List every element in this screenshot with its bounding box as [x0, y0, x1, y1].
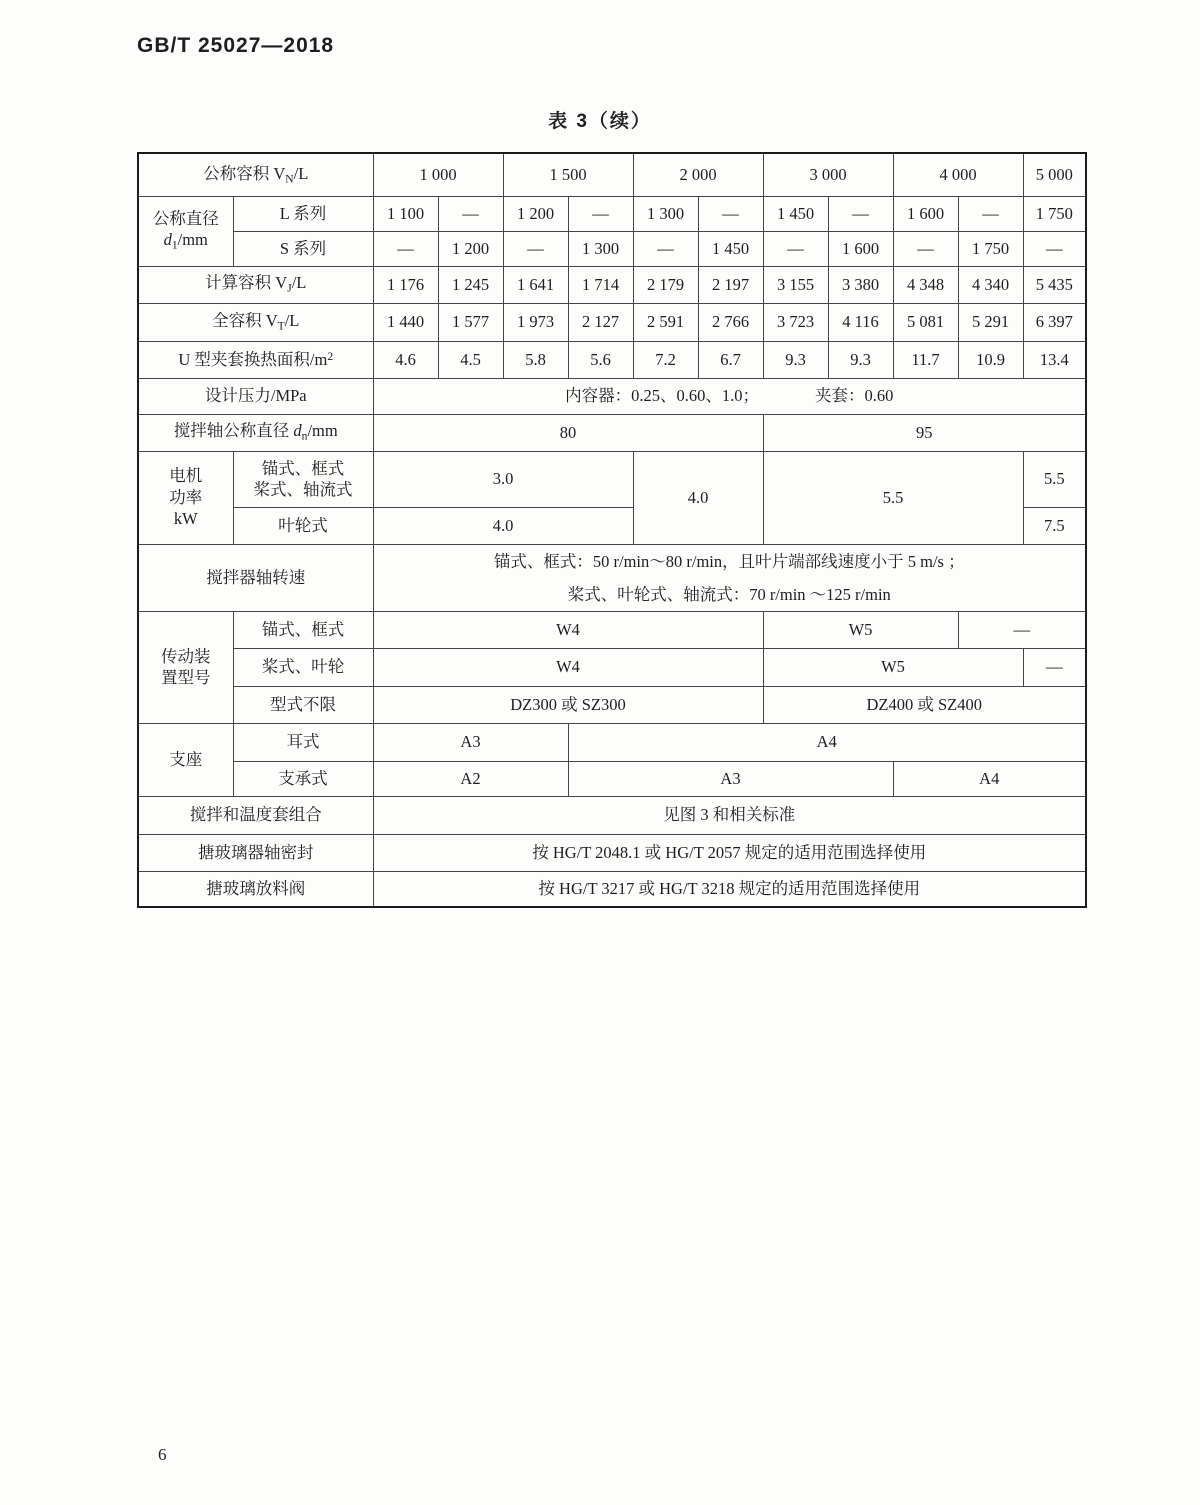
table-row	[138, 303, 1086, 341]
table-row	[138, 414, 1086, 451]
table-caption: 表 3（续）	[548, 111, 652, 132]
table-cell: 1 973	[503, 303, 568, 341]
drive-anchor-label: 锚式、框式	[233, 611, 373, 648]
row-label-vj: 计算容积 $V_J/L$	[138, 266, 373, 303]
cell-pressure	[373, 378, 1086, 414]
speed-line: 桨式、叶轮式、轴流式：70 r/min ～125 r/min	[567, 584, 891, 604]
table-3	[137, 152, 1087, 908]
cell-drive: —	[1023, 648, 1086, 686]
table-cell: 1 300	[568, 231, 633, 266]
table-cell: 9.3	[763, 341, 828, 378]
table-row	[138, 686, 1086, 723]
label-text: 锚式、框式	[261, 458, 345, 478]
drive-any-label: 型式不限	[233, 686, 373, 723]
table-cell: —	[828, 196, 893, 231]
row-label-motor-power	[138, 451, 233, 544]
drive-paddle-label: 桨式、叶轮	[233, 648, 373, 686]
table-cell: 2 591	[633, 303, 698, 341]
table-cell: 1 450	[763, 196, 828, 231]
cell-motor: 3.0	[373, 451, 633, 507]
cell-valve: 按 HG/T 3217 或 HG/T 3218 规定的适用范围选择使用	[373, 871, 1086, 907]
table-row	[138, 341, 1086, 378]
cell-motor: 5.5	[763, 451, 1023, 544]
cell-drive: W5	[763, 648, 1023, 686]
table-row	[138, 378, 1086, 414]
row-label-combo: 搅拌和温度套组合	[138, 796, 373, 834]
table-cell: 3 723	[763, 303, 828, 341]
label-text: 传动装	[161, 646, 211, 666]
table-row	[138, 231, 1086, 266]
header-dia-label	[138, 196, 233, 266]
cell-speed	[373, 544, 1086, 611]
header-volume: 2 000	[633, 153, 763, 196]
table-row	[138, 761, 1086, 796]
cell-drive: W4	[373, 648, 763, 686]
table-cell: 5.6	[568, 341, 633, 378]
cell-drive: —	[958, 611, 1086, 648]
table-cell: —	[1023, 231, 1086, 266]
motor-row1-label	[233, 451, 373, 507]
table-row	[138, 834, 1086, 871]
table-cell: —	[763, 231, 828, 266]
table-cell: 1 200	[503, 196, 568, 231]
table-cell: 1 450	[698, 231, 763, 266]
table-cell: 13.4	[1023, 341, 1086, 378]
table-row	[138, 196, 1086, 231]
table-cell: —	[698, 196, 763, 231]
table-cell: 2 127	[568, 303, 633, 341]
header-volume: 1 000	[373, 153, 503, 196]
cell-drive: W5	[763, 611, 958, 648]
table-cell: 10.9	[958, 341, 1023, 378]
support-ear-label: 耳式	[233, 723, 373, 761]
table-cell: 5.8	[503, 341, 568, 378]
table-cell: 5 081	[893, 303, 958, 341]
row-label-support: 支座	[138, 723, 233, 796]
table-cell: 5 291	[958, 303, 1023, 341]
label-sub: N	[285, 172, 294, 185]
table-cell: 2 197	[698, 266, 763, 303]
cell-shaft-dia: 95	[763, 414, 1086, 451]
table-cell: 1 300	[633, 196, 698, 231]
header-volume: 4 000	[893, 153, 1023, 196]
cell-support: A3	[373, 723, 568, 761]
doc-code: GB/T 25027—2018	[137, 34, 335, 57]
header-volume: 3 000	[763, 153, 893, 196]
table-row	[138, 153, 1086, 196]
row-label-seal: 搪玻璃器轴密封	[138, 834, 373, 871]
table-cell: —	[568, 196, 633, 231]
table-cell: 1 200	[438, 231, 503, 266]
table-row	[138, 723, 1086, 761]
table-cell: —	[893, 231, 958, 266]
table-row	[138, 648, 1086, 686]
table-row	[138, 611, 1086, 648]
cell-drive: DZ300 或 SZ300	[373, 686, 763, 723]
motor-row2-label: 叶轮式	[233, 507, 373, 544]
label-text: 电机	[169, 466, 203, 486]
table-row	[138, 796, 1086, 834]
table-cell: 1 577	[438, 303, 503, 341]
cell-shaft-dia: 80	[373, 414, 763, 451]
table-cell: 7.2	[633, 341, 698, 378]
table-cell: 1 100	[373, 196, 438, 231]
cell-seal: 按 HG/T 2048.1 或 HG/T 2057 规定的适用范围选择使用	[373, 834, 1086, 871]
table-row	[138, 451, 1086, 507]
pressure-inner: 内容器：0.25、0.60、1.0；	[565, 386, 759, 406]
table-cell: 2 179	[633, 266, 698, 303]
cell-motor: 7.5	[1023, 507, 1086, 544]
table-cell: 1 600	[828, 231, 893, 266]
label-text: 置型号	[161, 668, 211, 687]
table-cell: —	[633, 231, 698, 266]
table-cell: 1 440	[373, 303, 438, 341]
support-leg-label: 支承式	[233, 761, 373, 796]
table-cell: 1 750	[958, 231, 1023, 266]
table-cell: 1 714	[568, 266, 633, 303]
series-label: L 系列	[233, 196, 373, 231]
label-text: 公称直径	[152, 209, 219, 229]
cell-support: A4	[893, 761, 1086, 796]
row-label-speed: 搅拌器轴转速	[138, 544, 373, 611]
table-cell: 3 380	[828, 266, 893, 303]
table-cell: 2 766	[698, 303, 763, 341]
table-cell: 1 245	[438, 266, 503, 303]
table-cell: 6.7	[698, 341, 763, 378]
table-row	[138, 871, 1086, 907]
row-label-jacket-area: U 型夹套换热面积$/m^2$	[138, 341, 373, 378]
row-label-drive	[138, 611, 233, 723]
table-cell: 4 340	[958, 266, 1023, 303]
header-volume: 1 500	[503, 153, 633, 196]
table-cell: 4 116	[828, 303, 893, 341]
page-number: 6	[158, 1445, 167, 1464]
table-cell: —	[503, 231, 568, 266]
cell-support: A3	[568, 761, 893, 796]
cell-drive: W4	[373, 611, 763, 648]
label-text: 功率	[169, 487, 203, 507]
cell-support: A2	[373, 761, 568, 796]
table-cell: 5 435	[1023, 266, 1086, 303]
row-label-shaft-dia: 搅拌轴公称直径 $d_n/mm$	[138, 414, 373, 451]
header-vol-label	[138, 153, 373, 196]
cell-motor: 4.0	[633, 451, 763, 544]
table-cell: 3 155	[763, 266, 828, 303]
table-cell: 4.5	[438, 341, 503, 378]
table-cell: 9.3	[828, 341, 893, 378]
label-text: 公称容积 V	[203, 163, 286, 183]
cell-combo: 见图 3 和相关标准	[373, 796, 1086, 834]
table-cell: 1 176	[373, 266, 438, 303]
table-cell: 1 750	[1023, 196, 1086, 231]
table-row	[138, 544, 1086, 611]
table-cell: 11.7	[893, 341, 958, 378]
table-cell: —	[958, 196, 1023, 231]
table-row	[138, 266, 1086, 303]
label-text: 桨式、轴流式	[253, 480, 353, 499]
row-label-valve: 搪玻璃放料阀	[138, 871, 373, 907]
cell-support: A4	[568, 723, 1086, 761]
table-cell: —	[373, 231, 438, 266]
row-label-pressure: 设计压力/MPa	[138, 378, 373, 414]
label-text: $d_1/mm$	[163, 230, 208, 252]
table-cell: 4.6	[373, 341, 438, 378]
series-label: S 系列	[233, 231, 373, 266]
label-text: /L	[293, 163, 309, 183]
header-volume: 5 000	[1023, 153, 1086, 196]
table-cell: 4 348	[893, 266, 958, 303]
table-cell: —	[438, 196, 503, 231]
pressure-jacket: 夹套：0.60	[815, 386, 894, 406]
cell-motor: 4.0	[373, 507, 633, 544]
table-cell: 6 397	[1023, 303, 1086, 341]
table-cell: 1 641	[503, 266, 568, 303]
table-cell: 1 600	[893, 196, 958, 231]
cell-drive: DZ400 或 SZ400	[763, 686, 1086, 723]
speed-line: 锚式、框式：50 r/min～80 r/min，且叶片端部线速度小于 5 m/s ；	[493, 551, 965, 571]
row-label-vt: 全容积 $V_T/L$	[138, 303, 373, 341]
label-text: kW	[173, 509, 198, 529]
cell-motor: 5.5	[1023, 451, 1086, 507]
